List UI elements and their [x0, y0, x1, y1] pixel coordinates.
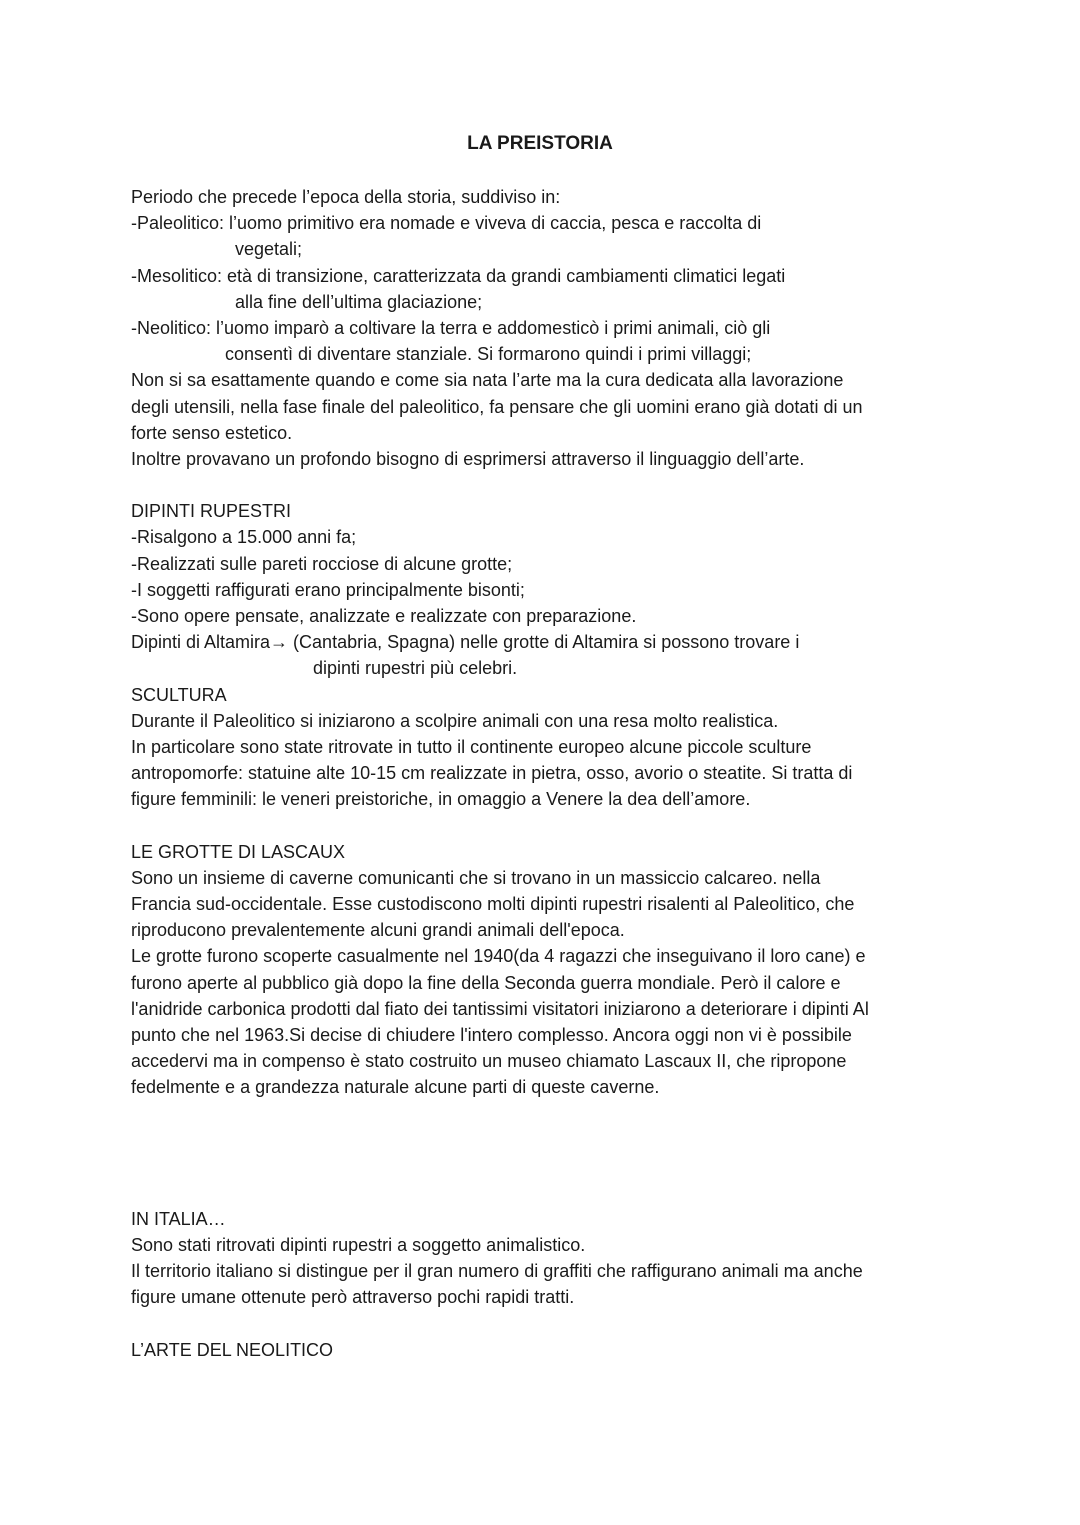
paragraph-line: figure femminili: le veneri preistoriche, in omaggio a Venere la dea dell’amore. [131, 789, 751, 810]
altamira-line: Dipinti di Altamira→ (Cantabria, Spagna) nelle grotte di Altamira si possono trovare i [131, 632, 800, 653]
paragraph-line: Francia sud-occidentale. Esse custodiscono molti dipinti rupestri risalenti al Paleolitico, che [131, 894, 855, 915]
spacer [131, 1101, 961, 1206]
section-heading-scultura: SCULTURA [131, 684, 227, 705]
paragraph-line: punto che nel 1963.Si decise di chiudere l'intero complesso. Ancora oggi non vi è possibile [131, 1025, 852, 1045]
paragraph-line: Sono un insieme di caverne comunicanti che si trovano in un massiccio calcareo. nella [131, 867, 821, 888]
scultura-section [131, 682, 961, 813]
lascaux-section [131, 839, 961, 1101]
paragraph-line: In particolare sono state ritrovate in tutto il continente europeo alcune piccole sculture [131, 736, 812, 757]
list-item: -Risalgono a 15.000 anni fa; [131, 527, 357, 548]
paragraph-line: Sono stati ritrovati dipinti rupestri a soggetto animalistico. [131, 1234, 586, 1255]
list-item: -Realizzati sulle pareti rocciose di alcune grotte; [131, 553, 513, 574]
paragraph-line: Il territorio italiano si distingue per il gran numero di graffiti che raffigurano animali ma anche [131, 1260, 863, 1281]
paragraph-line: Le grotte furono scoperte casualmente nel 1940(da 4 ragazzi che inseguivano il loro cane) e [131, 946, 866, 967]
intro-lead: Periodo che precede l’epoca della storia, suddiviso in: [131, 187, 561, 207]
italia-section [131, 1206, 961, 1311]
neolitico-line: -Neolitico: l’uomo imparò a coltivare la terra e addomesticò i primi animali, ciò gli [131, 317, 771, 338]
paragraph-line: furono aperte al pubblico già dopo la fine della Seconda guerra mondiale. Però il calore e [131, 972, 841, 993]
mesolitico-continuation: alla fine dell’ultima glaciazione; [235, 291, 483, 312]
arte-paragraph-line: Non si sa esattamente quando e come sia nata l’arte ma la cura dedicata alla lavorazione [131, 370, 844, 391]
neolitico-continuation: consentì di diventare stanziale. Si formarono quindi i primi villaggi; [225, 344, 752, 365]
section-heading-dipinti: DIPINTI RUPESTRI [131, 501, 292, 522]
spacer [131, 1310, 961, 1336]
spacer [131, 813, 961, 839]
paragraph-line: l'anidride carbonica prodotti dal fiato dei tantissimi visitatori iniziarono a deteriorare i dipinti Al [131, 998, 869, 1019]
paleolitico-line: -Paleolitico: l’uomo primitivo era nomade e viveva di caccia, pesca e raccolta di [131, 213, 762, 234]
list-item: -Sono opere pensate, analizzate e realizzate con preparazione. [131, 606, 637, 626]
arte-paragraph-line: degli utensili, nella fase finale del paleolitico, fa pensare che gli uomini erano già dotati di un [131, 396, 863, 417]
intro-section [131, 184, 961, 472]
list-item: -I soggetti raffigurati erano principalmente bisonti; [131, 579, 525, 600]
dipinti-section [131, 498, 961, 681]
mesolitico-line: -Mesolitico: età di transizione, caratterizzata da grandi cambiamenti climatici legati [131, 265, 786, 286]
page-title: LA PREISTORIA [467, 133, 613, 154]
section-heading-italia: IN ITALIA… [131, 1208, 226, 1229]
paragraph-line: Durante il Paleolitico si iniziarono a scolpire animali con una resa molto realistica. [131, 710, 779, 731]
paragraph-line: accedervi ma in compenso è stato costruito un museo chiamato Lascaux II, che ripropone [131, 1051, 847, 1072]
section-heading-lascaux: LE GROTTE DI LASCAUX [131, 841, 346, 862]
section-heading-neolitico: L’ARTE DEL NEOLITICO [131, 1339, 334, 1360]
arte-paragraph-line: Inoltre provavano un profondo bisogno di esprimersi attraverso il linguaggio dell’arte. [131, 448, 805, 469]
altamira-continuation: dipinti rupestri più celebri. [313, 658, 518, 679]
paragraph-line: figure umane ottenute però attraverso pochi rapidi tratti. [131, 1287, 575, 1308]
paragraph-line: antropomorfe: statuine alte 10-15 cm realizzate in pietra, osso, avorio o steatite. Si tratta di [131, 763, 853, 784]
document-body [131, 184, 961, 1363]
arte-paragraph-line: forte senso estetico. [131, 422, 293, 443]
spacer [131, 472, 961, 498]
neolitico-section [131, 1337, 961, 1363]
paleolitico-continuation: vegetali; [235, 239, 303, 260]
paragraph-line: fedelmente e a grandezza naturale alcune parti di queste caverne. [131, 1077, 660, 1098]
paragraph-line: riproducono prevalentemente alcuni grandi animali dell'epoca. [131, 920, 625, 941]
